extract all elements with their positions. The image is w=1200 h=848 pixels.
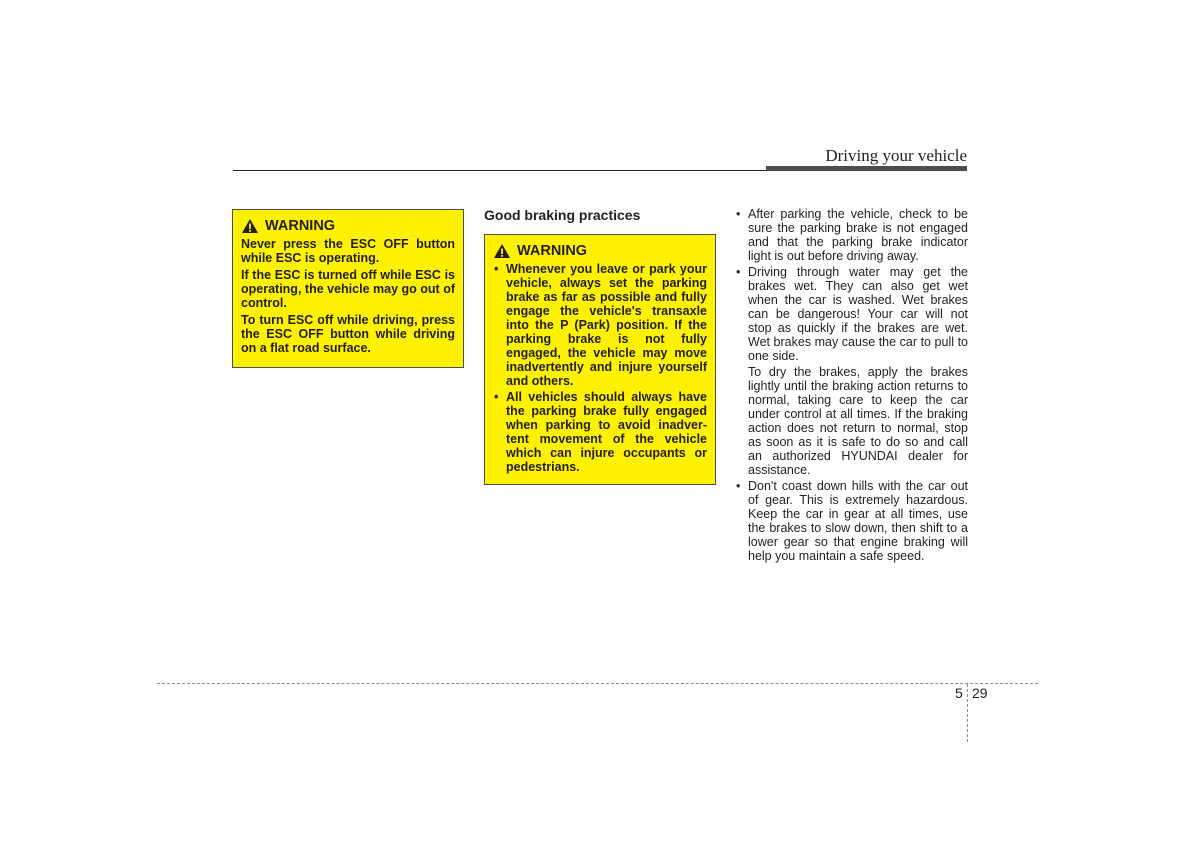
warning-header bbox=[493, 243, 707, 259]
list-item-text: • Don't coast down hills with the car out of gear. This is extremely hazardous. Keep the car in gear at all times, use the brakes to slow down, then shift to a lower gear so that engine braking will help you maintain a safe speed. bbox=[748, 479, 968, 563]
footer-rule bbox=[157, 683, 1038, 684]
list-item bbox=[735, 479, 968, 563]
esc-warning-box bbox=[232, 209, 464, 368]
warning-triangle-icon bbox=[493, 243, 511, 259]
section-heading: Good braking practices bbox=[484, 207, 641, 223]
warning-paragraph: Never press the ESC OFF button while ESC is operating. bbox=[241, 237, 455, 265]
warning-title: WARNING bbox=[265, 218, 336, 234]
braking-tips-list bbox=[735, 207, 968, 565]
warning-title: WARNING bbox=[517, 243, 588, 259]
warning-list bbox=[493, 262, 707, 474]
chapter-number: 5 bbox=[955, 685, 963, 701]
list-item bbox=[735, 207, 968, 263]
list-item-text: To dry the brakes, apply the brakes lightly until the braking action returns to normal, taking care to keep the car under control at all times. If the braking action does not return to normal, stop as soon as it is safe to do so and call an authorized HYUNDAI dealer for assistance. bbox=[748, 365, 968, 477]
section-title: Driving your vehicle bbox=[825, 146, 967, 165]
header-accent-bar bbox=[766, 166, 967, 171]
warning-list-item: • All vehicles should always have the parking brake fully engaged when parking to avoid inadver-tent movement of the vehicle which can injure occupants or pedestrians. bbox=[493, 390, 707, 474]
parking-brake-warning-box bbox=[484, 234, 716, 485]
warning-list-item: • Whenever you leave or park your vehicle, always set the parking brake as far as possible and fully engage the vehicle's transaxle into the P (Park) position. If the parking brake is not fully engaged, the vehicle may move inadvertently and injure yourself and others. bbox=[493, 262, 707, 388]
list-item-text: • Driving through water may get the brakes wet. They can also get wet when the car is washed. Wet brakes can be dangerous! Your car will not stop as quickly if the brakes are wet. Wet brakes may cause the car to pull to one side. bbox=[748, 265, 968, 363]
list-item bbox=[735, 265, 968, 477]
warning-paragraph: To turn ESC off while driving, press the ESC OFF button while driving on a flat road surface. bbox=[241, 313, 455, 355]
warning-paragraph: If the ESC is turned off while ESC is operating, the vehicle may go out of control. bbox=[241, 268, 455, 310]
warning-triangle-icon bbox=[241, 218, 259, 234]
list-item-text: • After parking the vehicle, check to be sure the parking brake is not engaged and that the parking brake indicator light is out before driving away. bbox=[748, 207, 968, 263]
footer-divider bbox=[967, 684, 968, 742]
warning-header bbox=[241, 218, 455, 234]
page-number: 29 bbox=[972, 685, 988, 701]
